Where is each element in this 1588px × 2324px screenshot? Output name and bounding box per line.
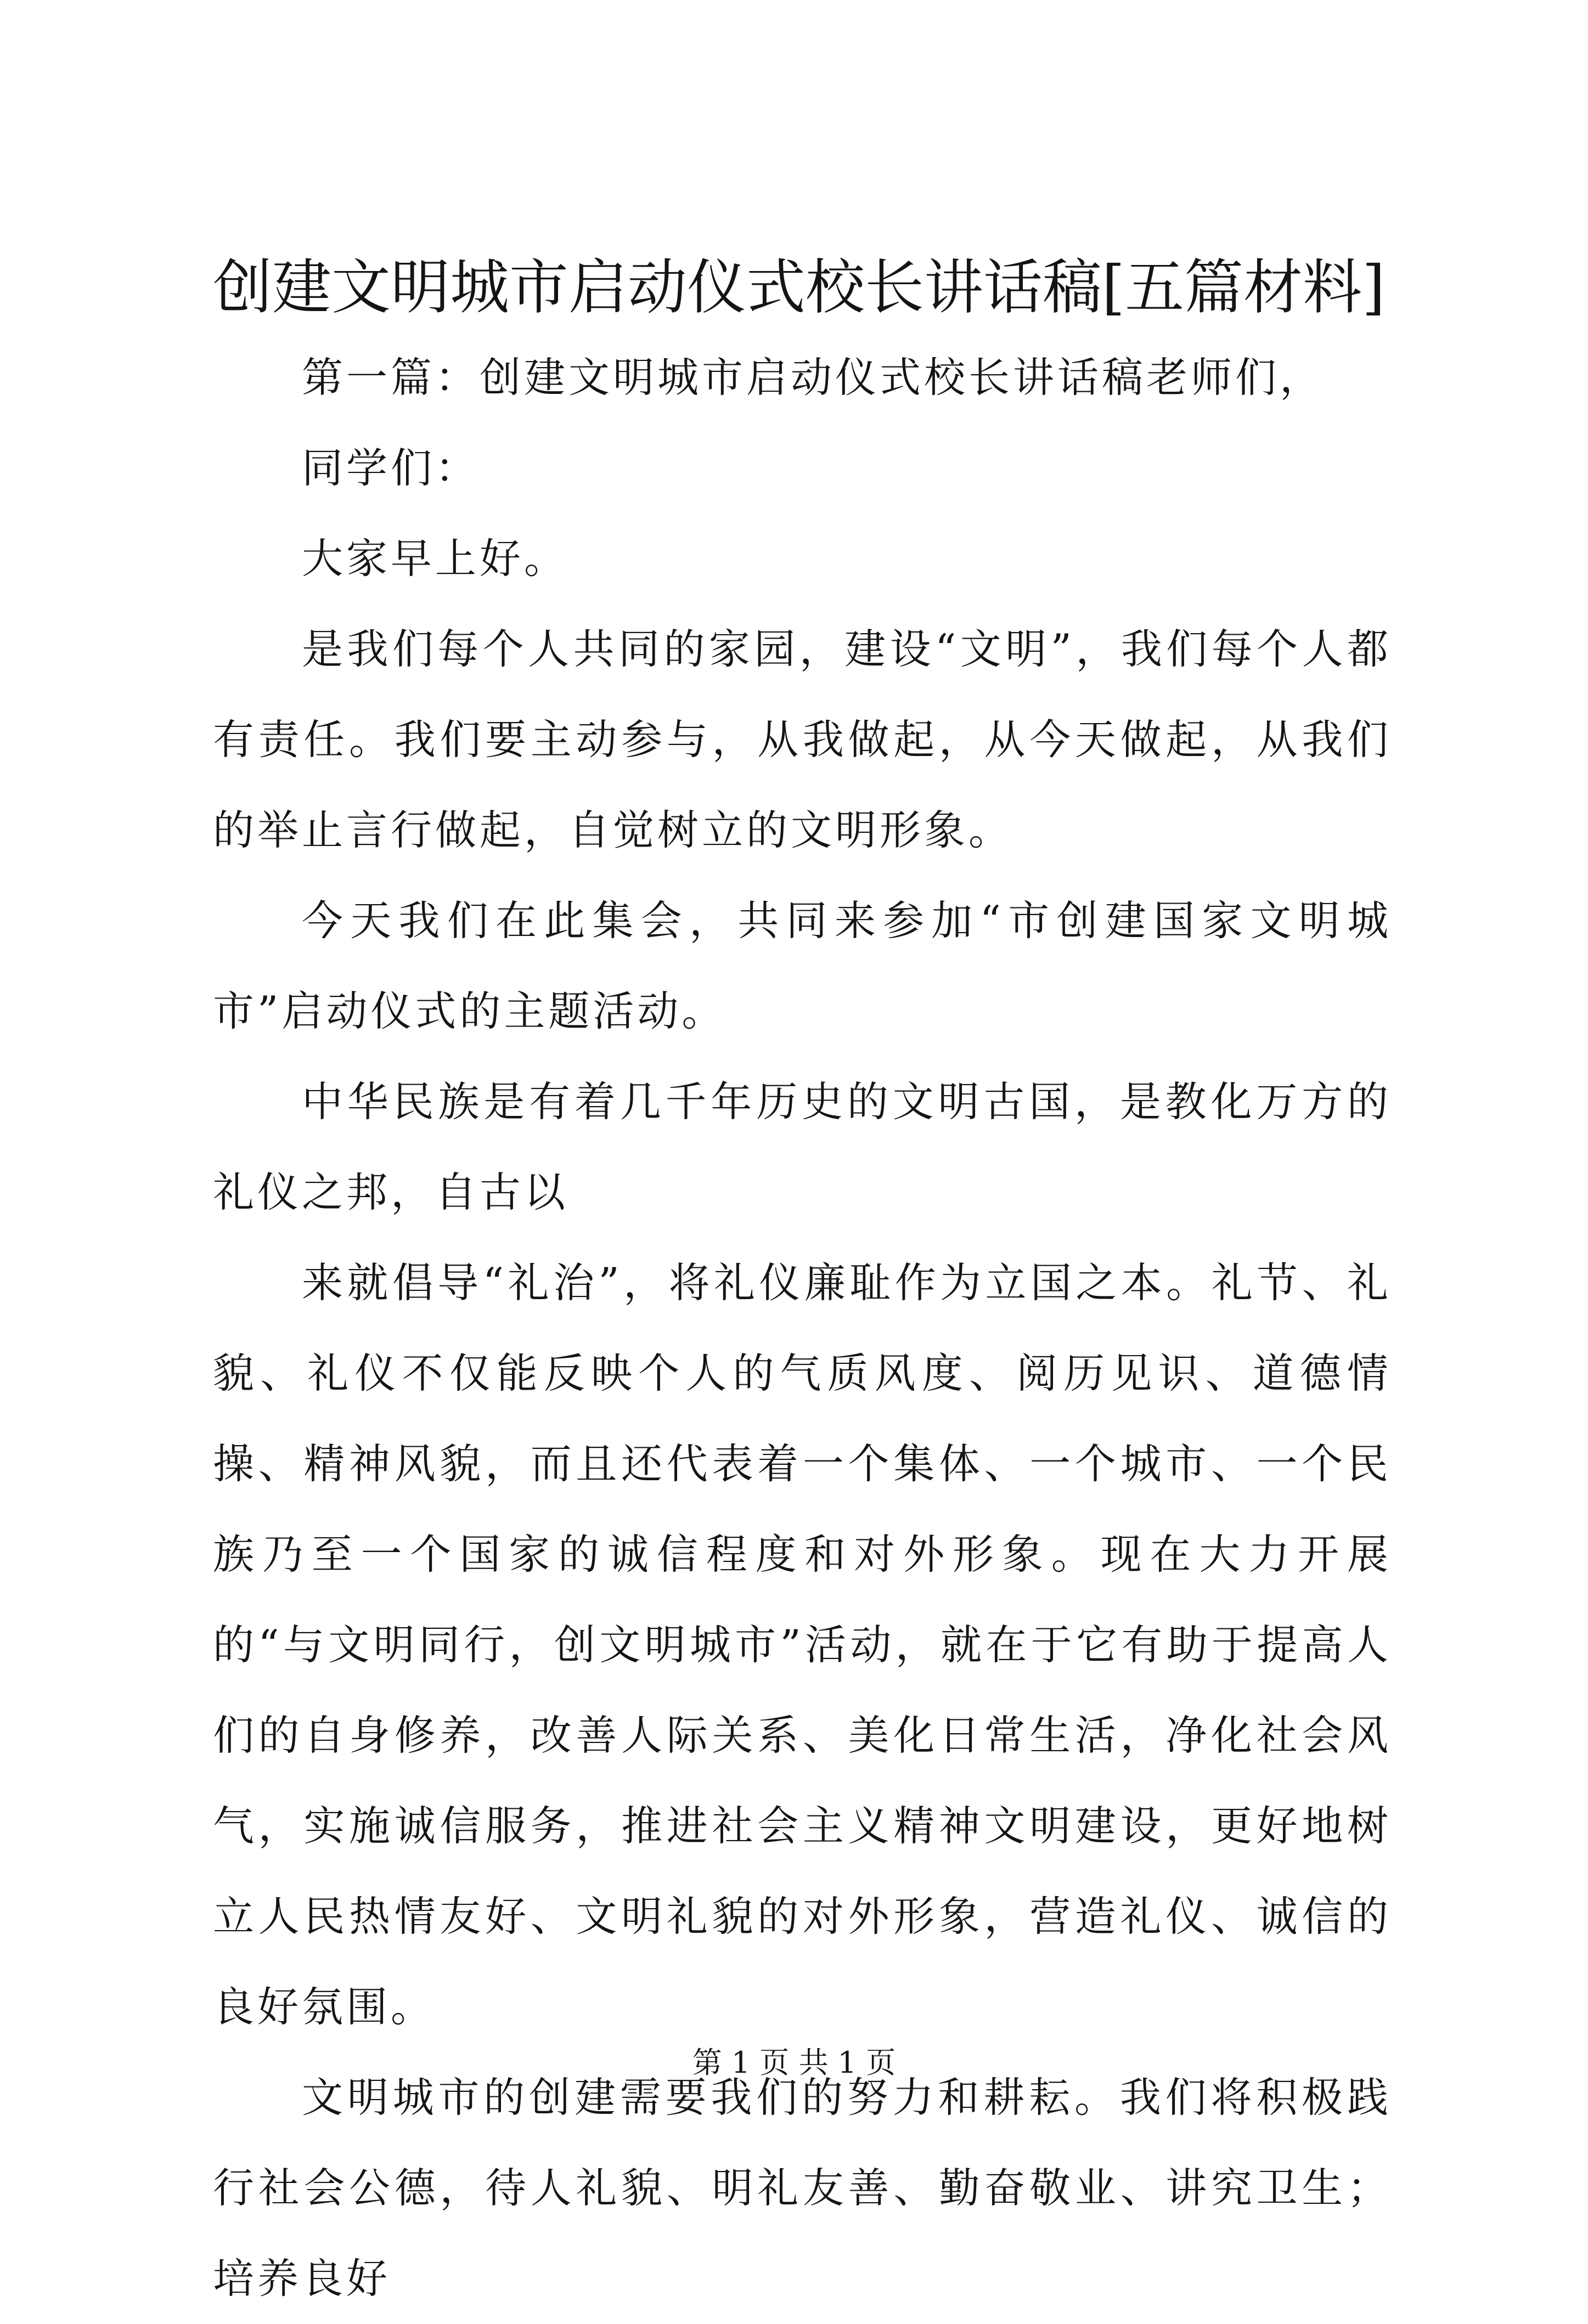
document-title: 创建文明城市启动仪式校长讲话稿[五篇材料] xyxy=(213,253,1386,322)
paragraph: 同学们： xyxy=(302,444,480,492)
document-body xyxy=(213,332,1392,2324)
paragraph: 来就倡导“礼治”，将礼仪廉耻作为立国之本。礼节、礼貌、礼仪不仅能反映个人的气质风度、阅历见识、道德情操、精神风貌，而且还代表着一个集体、一个城市、一个民族乃至一个国家的诚信程度和对外形象。现在大力开展的“与文明同行，创文明城市”活动，就在于它有助于提高人们的自身修养，改善人际关系、美化日常生活，净化社会风气，实施诚信服务，推进社会主义精神文明建设，更好地树立人民热情友好、文明礼貌的对外形象，营造礼仪、诚信的良好氛围。 xyxy=(213,1259,1392,2031)
paragraph: 中华民族是有着几千年历史的文明古国，是教化万方的礼仪之邦，自古以 xyxy=(213,1078,1392,1216)
page-footer: 第 1 页 共 1 页 xyxy=(692,2045,896,2080)
paragraph: 大家早上好。 xyxy=(302,534,569,583)
paragraph: 文明城市的创建需要我们的努力和耕耘。我们将积极践行社会公德，待人礼貌、明礼友善、勤奋敬业、讲究卫生；培养良好 xyxy=(213,2073,1392,2303)
paragraph: 是我们每个人共同的家园，建设“文明”，我们每个人都有责任。我们要主动参与，从我做起，从今天做起，从我们的举止言行做起，自觉树立的文明形象。 xyxy=(213,625,1392,854)
paragraph: 第一篇：创建文明城市启动仪式校长讲话稿老师们， xyxy=(302,353,1325,402)
paragraph: 今天我们在此集会，共同来参加“市创建国家文明城市”启动仪式的主题活动。 xyxy=(213,896,1392,1035)
